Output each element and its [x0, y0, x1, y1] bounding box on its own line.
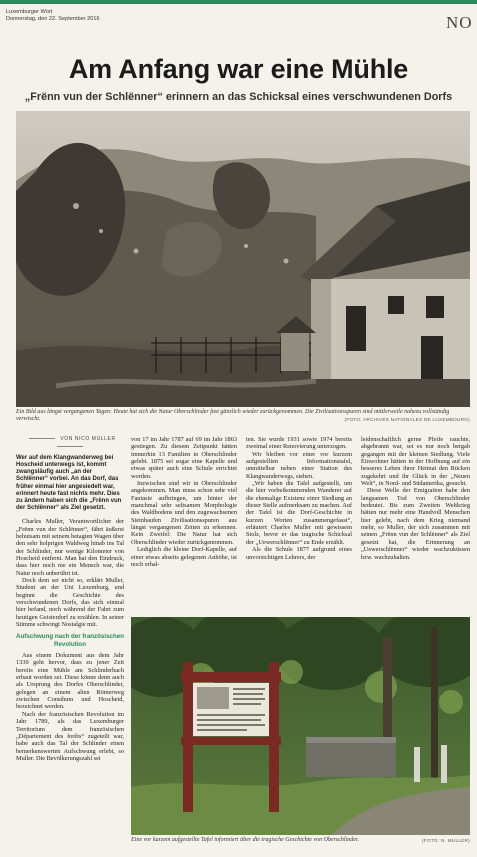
info-board-caption — [131, 837, 470, 844]
article-column-2 — [131, 436, 237, 568]
article-subhead: Aufschwung nach der französischen Revolution — [16, 633, 124, 648]
paragraph: Doch dem sei nicht so, erklärt Muller, Student an der Uni Luxemburg, und beginnt die Geschichte des verschwundenen Dorfs, das sich einmal hier befand, noch während der Fahrt zum heutigen Geisterdorf zu erzählen. In seiner Stimme schwingt Nostalgie mit. — [16, 577, 124, 629]
paragraph: Diese Welle der Emigration habe den langsamen Tod von Oberschlinder bedeutet. Bis zum Zweiten Weltkrieg hätten nur mehr eine Handvoll Menschen hier gelebt, nach dem Krieg niemand mehr, so Muller, der sich zusammen mit seinen „Frënn vun der Schlënner“ als Ziel gesetzt hat, die Erinnerung an „Uewerschlënner“ wieder wachzuküssen bzw. wachzuhalten. — [361, 487, 470, 561]
paragraph: Nach der französischen Revolution im Jahr 1789, als das Luxemburger Territorium dem französischen „Département des forêts“ zugeteilt war, habe auch das Tal der Schlinder einen bemerkenswerten Aufschwung erlebt, so Muller. Die Bevölkerungszahl sei — [16, 710, 124, 762]
masthead — [6, 9, 100, 23]
info-board-credit: (FOTO: N. MULLER) — [422, 838, 470, 843]
top-color-bar — [0, 0, 477, 4]
info-board-photo — [131, 617, 470, 835]
archive-photo-caption-text: Ein Bild aus längst vergangenen Tagen: Heute hat sich die Natur Oberschlinder fast gänzlich wieder zurückgenommen. Die Zivilisationsspuren sind mittlerweile nahezu vollständig verwischt. — [16, 409, 450, 423]
archive-photo-caption — [16, 409, 470, 424]
archive-photo — [16, 111, 470, 407]
issue-date: Donnerstag, den 22. September 2016 — [6, 16, 100, 22]
article-column-3 — [246, 436, 352, 561]
paragraph: Lediglich die kleine Dorf-Kapelle, auf einer etwas abseits gelegenen Anhöhe, ist noch erhal- — [131, 546, 237, 568]
paragraph: Als die Schule 1877 aufgrund eines unvorsichtigen Lehrers, der — [246, 546, 352, 561]
archive-photo-credit: (FOTO: ARCHIVES NATIONALES DE LUXEMBOURG) — [344, 417, 470, 423]
info-board-caption-text: Eine vor kurzem aufgestellte Tafel informiert über die tragische Geschichte von Oberschlinder. — [131, 837, 360, 843]
article-headline: Am Anfang war eine Mühle — [68, 54, 409, 84]
paragraph: von 17 im Jahr 1787 auf 69 im Jahr 1863 gestiegen. Zu diesem Zeitpunkt hätten immerhin 13 Familien in Oberschlinder gelebt. 1875 sei sogar eine Kapelle und etwas später auch eine Schule errichtet worden. — [131, 436, 237, 480]
paragraph: Charles Muller, Verantwortlicher der „Frënn vun der Schlënner“, fährt äußerst behutsam mit seinem betagten Wagen über den sehr holprigen Waldweg hinab ins Tal der Schlinder, nur wenige Kilometer von Hoscheid entfernt. Man hat den Eindruck, dass hier noch nie ein Mensch war, die Natur noch unberührt ist. — [16, 518, 124, 577]
paragraph: Aus einem Dokument aus dem Jahr 1330 geht hervor, dass zu jener Zeit bereits eine Mühle am Schlinderbach erbaut worden sei. Diese könne denn auch als Ursprung des Dorfes Oberschlinder, gelegen an einem alten Römerweg zwischen Consthum und Hoscheid, bezeichnet werden. — [16, 652, 124, 711]
article-lead: Wer auf dem Klangwanderweg bei Hoscheid unterwegs ist, kommt zwangsläufig auch „an der Schlënner“ vorbei. An das Dorf, das früher einmal hier angesiedelt war, erinnert heute fast nichts mehr. Dies zu ändern haben sich die „Frënn vun der Schlënner“ als Ziel gesetzt. — [16, 454, 122, 512]
article-column-1 — [16, 436, 124, 762]
paragraph: Wir bleiben vor einer vor kurzem aufgestellten Informationstafel, unmittelbar neben einer Station des Klangwanderwegs, stehen. — [246, 450, 352, 480]
paragraph: Inzwischen sind wir in Oberschlinder angekommen. Man muss schon sehr viel Fantasie aufbringen, um hinter der manchmal sehr seltsamen Morphologie des Waldbodens und den zugewachsenen Steinhaufen Zivilisationsspuren aus längst vergangenen Zeiten zu erkennen. Kein Zweifel: Die Natur hat sich Oberschlinder wieder zurückgenommen. — [131, 480, 237, 546]
paragraph: „Wir haben die Tafel aufgestellt, um die hier vorbeikommenden Wanderer auf die ehemalige Existenz einer Siedlung an dieser Stelle aufmerksam zu machen. Auf der Tafel ist die Dorf-Geschichte in kurzen Worten zusammengefasst“, erläutert Charles Muller mit gewissem Stolz, bevor er das tragische Schicksal der „Uewerschlënner“ zu Ende erzählt. — [246, 480, 352, 546]
byline: VON NICO MULLER — [16, 436, 124, 451]
paragraph: leidenschaftlich gerne Pfeife rauchte, abgebrannt war, sei es nur noch bergab gegangen mit der kleinen Siedlung. Viele Einwohner hätten in der Hoffnung auf ein besseres Leben ihrer Heimat den Rücken zugekehrt und ihr Glück in der „Neuen Welt“, in Nord- und Südamerika, gesucht. — [361, 436, 470, 488]
section-label: NO — [446, 13, 473, 32]
paper-name: Luxemburger Wort — [6, 9, 53, 15]
paragraph: ten. Sie wurde 1931 sowie 1974 bereits zweimal einer Renovierung unterzogen. — [246, 436, 352, 451]
article-subheadline: „Frënn vun der Schlënner“ erinnern an das Schicksal eines verschwundenen Dorfs — [24, 91, 453, 103]
article-column-4 — [361, 436, 470, 561]
